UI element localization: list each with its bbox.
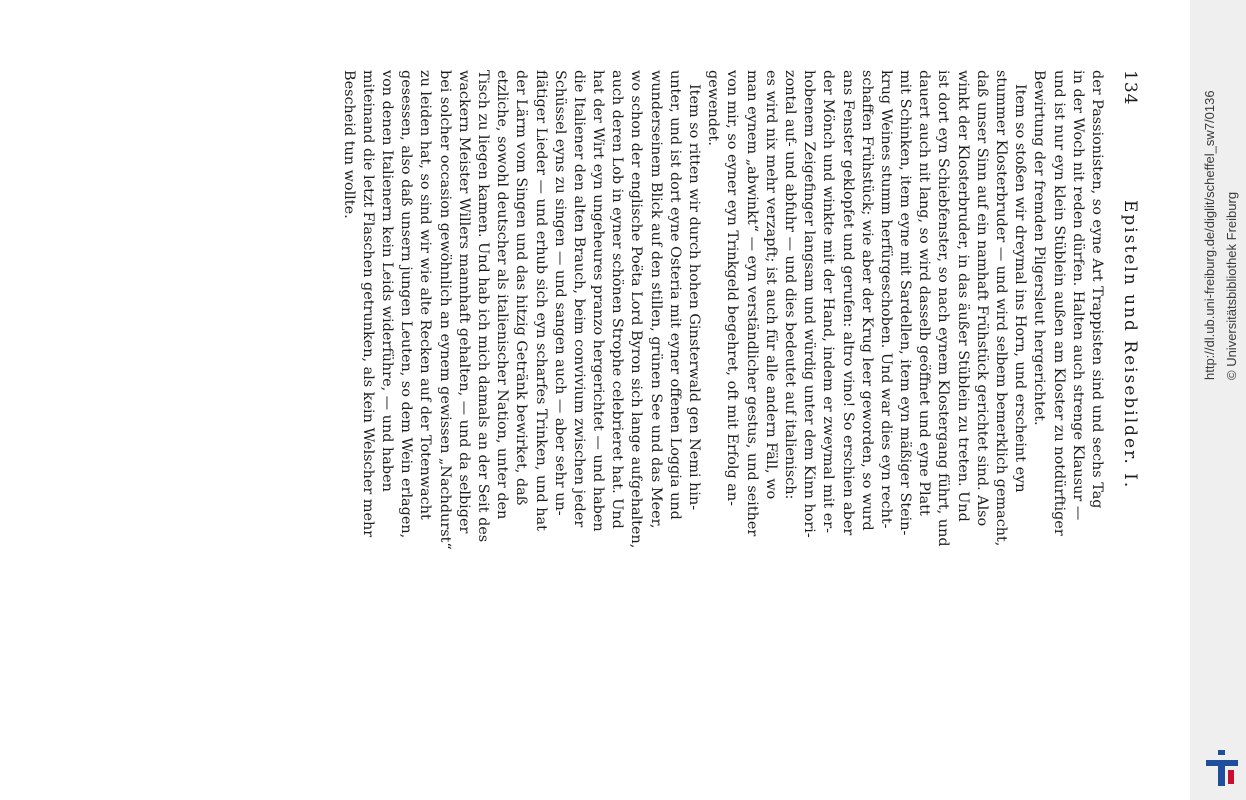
logo-bar-4 (1228, 770, 1234, 784)
text-line: hobenem Zeigefinger langsam und würdig unter dem Kinn hori- (801, 70, 818, 538)
text-line: die Italiener den alten Brauch, beim convivium zwischen jeder (570, 70, 587, 528)
book-page (60, 40, 1140, 760)
text-line: gesessen, also daß unsern jungen Leuten, so dem Wein erlagen, (398, 70, 415, 539)
text-line: ist dort eyn Schiebfenster, so nach eynem Klostergang führt, und (935, 70, 952, 547)
text-line: gewendet. (705, 70, 722, 146)
text-line: unter, und ist dort eyne Osteria mit eyner offenen Loggia und (666, 70, 683, 520)
ub-freiburg-logo-icon (1204, 748, 1240, 788)
text-line: hat der Wirt eyn ungeheures pranzo hergerichtet — und haben (590, 70, 607, 532)
text-line: auch deren Lob in eyner schönen Strophe celebrieret hat. Und (609, 70, 626, 529)
text-line: daß unser Sinn auf ein namhaft Frühstück gerichtet sind. Also (973, 70, 990, 527)
text-line: der Lärm vom Singen und das hitzig Getränk bewirket, daß (513, 70, 530, 506)
text-line: Bescheid tun wollte. (340, 70, 357, 219)
text-line: Item so stoßen wir dreymal ins Horn, und erscheint eyn (1012, 84, 1029, 493)
page-number: 134 (1120, 70, 1140, 106)
body-text (339, 70, 1107, 670)
text-line: und ist nur eyn klein Stüblein außen am Kloster zu notdürftiger (1050, 70, 1067, 536)
text-line: schaffen Frühstück; wie aber der Krug leer geworden, so wurd (858, 70, 875, 531)
text-line: miteinand die letzt Flaschen getrunken, als kein Welscher mehr (359, 70, 376, 538)
text-line: ans Fenster geklopfet und gerufen: altro vino! So erschien aber (839, 70, 856, 536)
logo-bar-2 (1206, 760, 1238, 766)
text-line: von mir, so eyner eyn Trinkgeld begehret, oft mit Erfolg an- (724, 70, 741, 506)
text-line: etzliche, sowohl deutscher als italienischer Nation, unter den (494, 70, 511, 520)
text-line: Tisch zu liegen kamen. Und hab ich mich damals an der Seit des (475, 70, 491, 543)
logo-bar-3 (1218, 766, 1225, 786)
text-line: krug Weines stumm herfürgeschoben. Und war dies eyn recht- (877, 70, 894, 529)
rotated-page-content (60, 70, 1140, 730)
text-line: es wird nix mehr verzapft; ist auch für alle andern Fäll, wo (762, 70, 779, 500)
text-line: mit Schinken, item eyne mit Sardellen, item eyn mäßiger Stein- (897, 70, 914, 536)
text-line: zu leiden hat, so sind wir wie alte Recken auf der Totenwacht (417, 70, 434, 520)
text-line: wackern Meister Willers mannhaft gehalten, — und da selbiger (455, 70, 472, 534)
copyright-notice: © Universitätsbibliothek Freiburg (1224, 191, 1239, 380)
sidebar (1190, 0, 1246, 800)
text-line: in der Woch nit reden dürfen. Halten auch strenge Klausur — (1069, 70, 1086, 521)
text-line: Bewirtung der fremden Pilgersleut hergerichtet. (1031, 70, 1048, 426)
text-line: winkt der Klosterbruder, in das äußer Stüblein zu treten. Und (954, 70, 971, 522)
text-line: der Mönch und winkte mit der Hand, indem er zweymal mit er- (820, 70, 837, 534)
text-line: Schüssel eyns zu singen — und sangen auch — aber sehr un- (551, 70, 568, 516)
logo-bar-1 (1218, 750, 1225, 755)
source-url[interactable]: http://dl.ub.uni-freiburg.de/diglit/scheffel_sw7/0136 (1202, 90, 1217, 380)
text-line: von denen Italienern kein Leids widerführe, — und haben (379, 70, 396, 492)
text-line: Item so ritten wir durch hohen Ginsterwald gen Nemi hin- (686, 84, 703, 511)
text-line: flätiger Lieder — und erhub sich eyn scharfes Trinken, und hat (532, 70, 549, 531)
text-line: der Passionisten, so eyne Art Trappisten sind und sechs Tag (1089, 70, 1105, 509)
text-line: wo schon der englische Poëta Lord Byron sich lange aufgehalten, (628, 70, 645, 549)
text-line: man eynem „abwinkt“ — eyn verständlicher gestus, und seither (743, 70, 760, 537)
text-line: stummer Klosterbruder — und wird selbem bemerklich gemacht, (993, 70, 1010, 547)
text-line: bei solcher occasion gewöhnlich an eynem gewissen „Nachdurst“ (436, 70, 453, 550)
text-line: zontal auf- und abfuhr — und dies bedeutet auf italienisch: (782, 70, 798, 500)
text-line: wunderseinem Blick auf den stillen, grünen See und das Meer, (647, 70, 664, 529)
text-line: dauert auch nit lang, so wird dasselb geöffnet und eyne Platt (916, 70, 933, 516)
running-head: Episteln und Reisebilder. I. (1120, 200, 1140, 490)
